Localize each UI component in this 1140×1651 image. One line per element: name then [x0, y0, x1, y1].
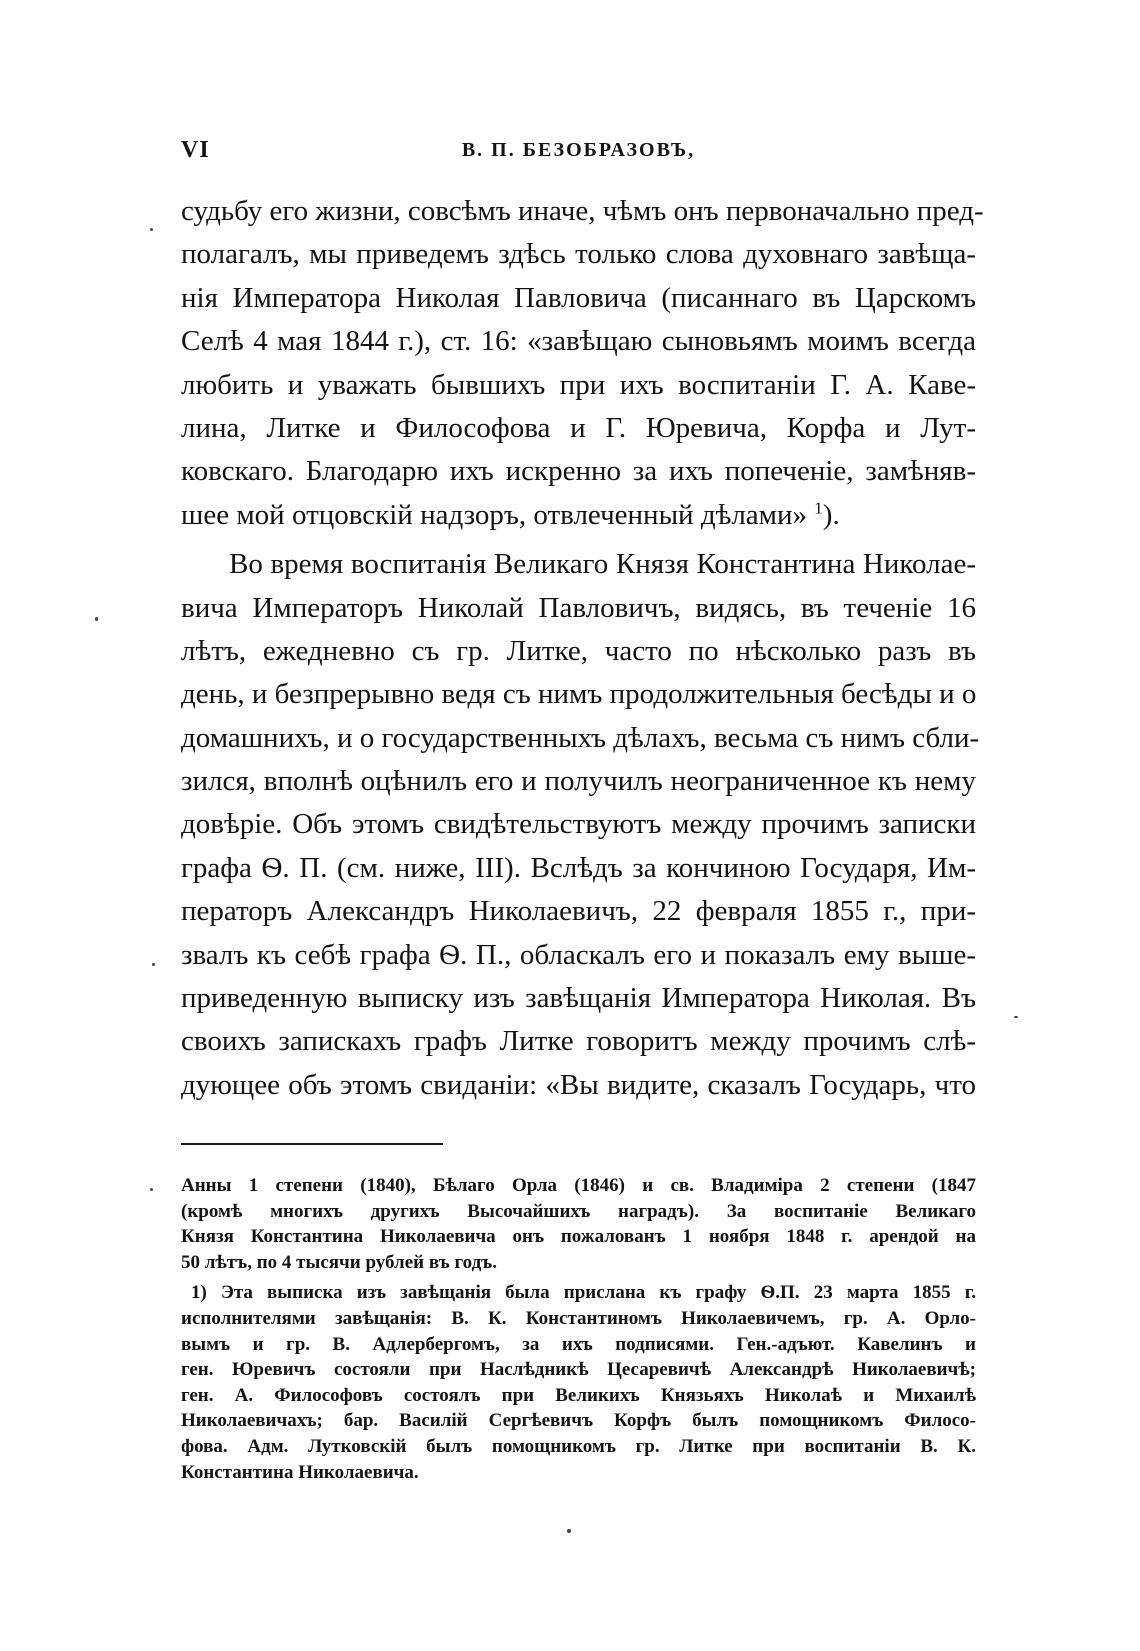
text-line: своихъ запискахъ графъ Литке говоритъ между прочимъ слѣ- [181, 1025, 976, 1058]
text-line: полагалъ, мы приведемъ здѣсь только слова духовнаго завѣща- [181, 238, 976, 271]
main-text [181, 190, 984, 1107]
footnote-1 [181, 1280, 976, 1485]
footnote-line: ген. А. Философовъ состоялъ при Великихъ Князьяхъ Николаѣ и Михаилѣ [181, 1384, 976, 1406]
text-line: судьбу его жизни, совсѣмъ иначе, чѣмъ онъ первоначально пред- [181, 195, 984, 227]
text-line: день, и безпрерывно ведя съ нимъ продолжительныя бесѣды и о [181, 678, 977, 711]
footnote-line: ген. Юревичъ состояли при Наслѣдникѣ Цесаревичѣ Александрѣ Николаевичѣ; [181, 1359, 976, 1381]
page-number: VI [181, 137, 210, 163]
scan-speck [1014, 1016, 1018, 1018]
text-line: дующее объ этомъ свиданіи: «Вы видите, сказалъ Государь, что [181, 1068, 976, 1101]
text-line: лина, Литке и Философова и Г. Юревича, Корфа и Лут- [181, 411, 976, 444]
footnotes [181, 1173, 976, 1485]
footnote-reference: 1 [814, 498, 823, 518]
text-line-content: шее мой отцовскій надзоръ, отвлеченный дѣлами» [181, 498, 808, 531]
footnote-line: Князя Константина Николаевича онъ пожалованъ 1 ноября 1848 г. арендой на [181, 1226, 976, 1248]
text-line: графа Ѳ. П. (см. ниже, III). Вслѣдъ за кончиною Государя, Им- [181, 851, 976, 884]
running-title: В. П. БЕЗОБРАЗОВЪ, [461, 139, 696, 161]
page-header [181, 137, 976, 167]
footnote-line: 1) Эта выписка изъ завѣщанія была прислана къ графу Ѳ.П. 23 марта 1855 г. [191, 1282, 976, 1304]
text-line: приведенную выписку изъ завѣщанія Императора Николая. Въ [181, 982, 976, 1015]
text-line: Во время воспитанія Великаго Князя Константина Николае- [229, 548, 976, 581]
text-line: вича Императоръ Николай Павловичъ, видясь, въ теченіе 16 [181, 591, 976, 624]
footnote-line: Николаевичахъ; бар. Василій Сергѣевичъ Корфъ былъ помощникомъ Филосо- [181, 1410, 976, 1432]
footnote-continued [181, 1173, 976, 1275]
text-line: ператоръ Александръ Николаевичъ, 22 февраля 1855 г., при- [181, 895, 976, 928]
paragraph [181, 190, 984, 537]
text-line: зился, вполнѣ оцѣнилъ его и получилъ неограниченное къ нему [181, 765, 976, 798]
text-line: ковскаго. Благодарю ихъ искренно за ихъ попеченіе, замѣняв- [181, 455, 976, 488]
paragraph [181, 543, 980, 1107]
footnote-line: вымъ и гр. В. Адлербергомъ, за ихъ подписями. Ген.-адъют. Кавелинъ и [181, 1333, 976, 1355]
text-line: нія Императора Николая Павловича (писаннаго въ Царскомъ [181, 281, 976, 314]
text-line: лѣтъ, ежедневно съ гр. Литке, часто по нѣсколько разъ въ [181, 634, 976, 667]
footnote-divider [181, 1143, 443, 1145]
scan-speck [567, 1529, 571, 1533]
footnote-line: Константина Николаевича. [181, 1461, 419, 1483]
scan-speck [150, 228, 153, 231]
text-line: Селѣ 4 мая 1844 г.), ст. 16: «завѣщаю сыновьямъ моимъ всегда [181, 325, 976, 358]
scan-speck [152, 963, 155, 966]
text-line [181, 494, 976, 537]
footnote-line: (кромѣ многихъ другихъ Высочайшихъ наградъ). За воспитаніе Великаго [181, 1200, 976, 1222]
scan-speck [150, 1188, 153, 1191]
text-line: любить и уважать бывшихъ при ихъ воспитаніи Г. А. Каве- [181, 368, 976, 401]
text-line: звалъ къ себѣ графа Ѳ. П., обласкалъ его и показалъ ему выше- [181, 938, 976, 971]
text-line: довѣріе. Объ этомъ свидѣтельствуютъ между прочимъ записки [181, 808, 976, 841]
scan-speck [95, 617, 98, 621]
text-line-tail: ). [822, 498, 840, 531]
footnote-line: Анны 1 степени (1840), Бѣлаго Орла (1846) и св. Владиміра 2 степени (1847 [181, 1175, 976, 1196]
footnote-line: 50 лѣтъ, по 4 тысячи рублей въ годъ. [181, 1251, 498, 1273]
footnote-line: фова. Адм. Лутковскій былъ помощникомъ гр. Литке при воспитаніи В. К. [181, 1435, 976, 1457]
text-line: домашнихъ, и о государственныхъ дѣлахъ, весьма съ нимъ сбли- [181, 721, 980, 754]
footnote-line: исполнителями завѣщанія: В. К. Константиномъ Николаевичемъ, гр. А. Орло- [181, 1307, 976, 1329]
